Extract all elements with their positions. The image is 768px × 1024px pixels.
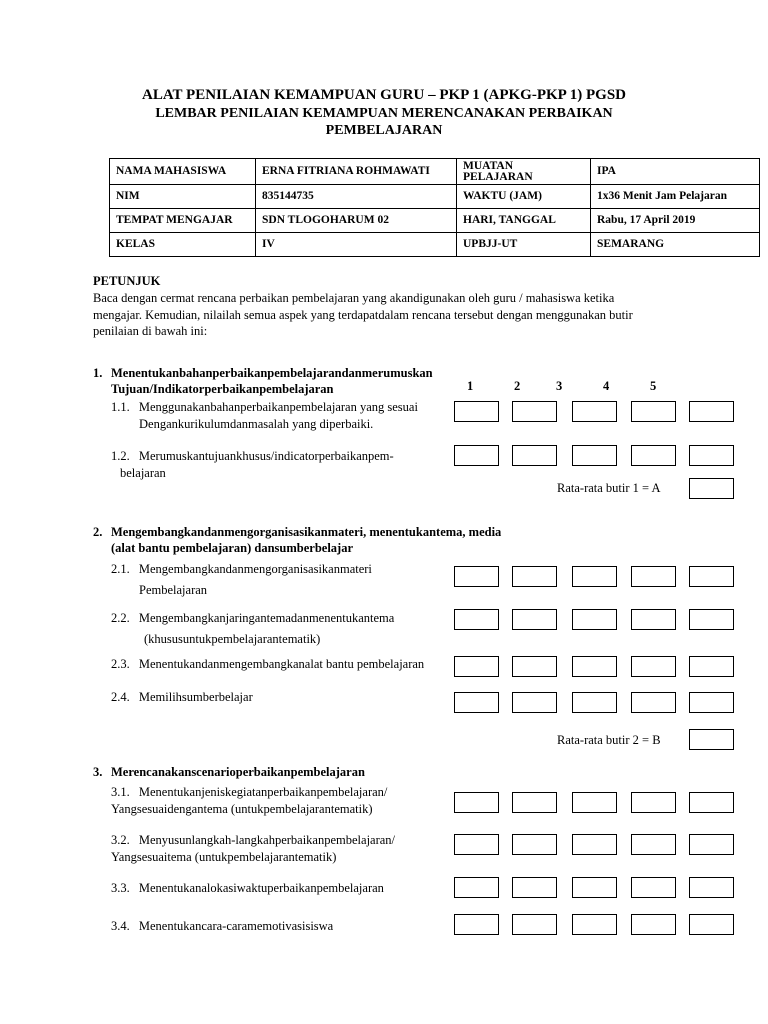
score-box-2[interactable] xyxy=(512,656,557,677)
muatan-label xyxy=(457,159,591,185)
score-box-2[interactable] xyxy=(512,566,557,587)
form-subtitle-line2: PEMBELAJARAN xyxy=(325,123,443,138)
score-box-1[interactable] xyxy=(454,566,499,587)
section2-title-line1: Mengembangkandanmengorganisasikanmateri, menentukantema, media xyxy=(111,525,502,539)
nim-value: 835144735 xyxy=(256,185,457,209)
item-1-2 xyxy=(111,448,394,482)
item-2-4 xyxy=(111,689,253,706)
score-box-5[interactable] xyxy=(689,792,734,813)
section3-title-line1: Merencanakanscenarioperbaikanpembelajaran xyxy=(111,765,365,779)
item-number: 3.2. xyxy=(111,833,130,847)
scale-label-2: 2 xyxy=(514,379,521,393)
item-2-2 xyxy=(111,608,394,650)
score-box-3[interactable] xyxy=(572,609,617,630)
item-3-3 xyxy=(111,880,384,897)
scale-label-1: 1 xyxy=(467,379,474,393)
score-box-4[interactable] xyxy=(631,656,676,677)
item-text: Menentukancara-caramemotivasisiswa xyxy=(138,919,334,933)
rata-rata-b-label: Rata-rata butir 2 = B xyxy=(557,733,661,747)
waktu-label: WAKTU (JAM) xyxy=(457,185,591,209)
section3-heading xyxy=(93,764,493,780)
score-box-1[interactable] xyxy=(454,914,499,935)
nim-label: NIM xyxy=(110,185,256,209)
tempat-value: SDN TLOGOHARUM 02 xyxy=(256,209,457,233)
petunjuk-line2: mengajar. Kemudian, nilailah semua aspek yang terdapatdalam rencana tersebut dengan menggunakan butir xyxy=(93,307,633,322)
item-3-2 xyxy=(111,832,395,866)
score-box-2[interactable] xyxy=(512,401,557,422)
score-box-5[interactable] xyxy=(689,401,734,422)
form-title: ALAT PENILAIAN KEMAMPUAN GURU – PKP 1 (APKG-PKP 1) PGSD xyxy=(141,87,626,103)
score-box-3[interactable] xyxy=(572,445,617,466)
score-box-5[interactable] xyxy=(689,834,734,855)
score-box-5[interactable] xyxy=(689,566,734,587)
section1-title-line2: Tujuan/Indikatorperbaikanpembelajaran xyxy=(111,382,334,396)
item-number: 1.1. xyxy=(111,400,130,414)
rata-rata-a-box[interactable] xyxy=(689,478,734,499)
score-box-2[interactable] xyxy=(512,914,557,935)
petunjuk-text xyxy=(93,290,673,340)
score-box-5[interactable] xyxy=(689,656,734,677)
score-box-4[interactable] xyxy=(631,401,676,422)
score-box-2[interactable] xyxy=(512,609,557,630)
item-number: 3.3. xyxy=(111,881,130,895)
petunjuk-line1: Baca dengan cermat rencana perbaikan pembelajaran yang akandigunakan oleh guru / mahasiswa ketika xyxy=(93,291,615,305)
item-2-3 xyxy=(111,656,424,673)
score-box-1[interactable] xyxy=(454,834,499,855)
waktu-value: 1x36 Menit Jam Pelajaran xyxy=(591,185,760,209)
score-box-4[interactable] xyxy=(631,445,676,466)
score-box-2[interactable] xyxy=(512,792,557,813)
form-subtitle: LEMBAR PENILAIAN KEMAMPUAN MERENCANAKAN PERBAIKAN xyxy=(155,106,613,121)
item-number: 2.4. xyxy=(111,690,130,704)
rata-rata-a-label: Rata-rata butir 1 = A xyxy=(557,481,661,495)
score-box-4[interactable] xyxy=(631,914,676,935)
petunjuk-heading: PETUNJUK xyxy=(93,274,161,288)
item-text-line2: Yangsesuaitema (untukpembelajarantematik) xyxy=(111,850,337,864)
score-box-3[interactable] xyxy=(572,877,617,898)
item-text: Mengembangkandanmengorganisasikanmateri xyxy=(138,562,372,576)
score-box-3[interactable] xyxy=(572,401,617,422)
score-box-3[interactable] xyxy=(572,914,617,935)
section2-number: 2. xyxy=(93,525,103,539)
item-text: Merumuskantujuankhusus/indicatorperbaikanpem- xyxy=(138,449,394,463)
item-text: Menentukandanmengembangkanalat bantu pembelajaran xyxy=(138,657,425,671)
upbjj-value: SEMARANG xyxy=(591,233,760,257)
item-number: 3.4. xyxy=(111,919,130,933)
score-box-4[interactable] xyxy=(631,877,676,898)
score-box-1[interactable] xyxy=(454,445,499,466)
score-box-1[interactable] xyxy=(454,609,499,630)
muatan-value: IPA xyxy=(591,159,760,185)
muatan-label-line1: MUATAN xyxy=(463,159,514,172)
item-2-1 xyxy=(111,559,372,601)
score-box-4[interactable] xyxy=(631,792,676,813)
rata-rata-b-box[interactable] xyxy=(689,729,734,750)
score-box-2[interactable] xyxy=(512,834,557,855)
score-box-2[interactable] xyxy=(512,877,557,898)
score-box-2[interactable] xyxy=(512,692,557,713)
item-number: 3.1. xyxy=(111,785,130,799)
score-box-4[interactable] xyxy=(631,834,676,855)
upbjj-label: UPBJJ-UT xyxy=(457,233,591,257)
score-box-3[interactable] xyxy=(572,792,617,813)
item-number: 2.3. xyxy=(111,657,130,671)
scale-label-5: 5 xyxy=(650,379,657,393)
score-box-1[interactable] xyxy=(454,792,499,813)
section2-heading xyxy=(93,524,553,556)
score-box-3[interactable] xyxy=(572,692,617,713)
score-box-5[interactable] xyxy=(689,445,734,466)
item-text-line2: (khususuntukpembelajarantematik) xyxy=(144,632,321,646)
scale-label-3: 3 xyxy=(556,379,563,393)
item-text: Menggunakanbahanperbaikanpembelajaran yang sesuai xyxy=(138,400,418,414)
item-3-4 xyxy=(111,918,333,935)
item-number: 2.1. xyxy=(111,562,130,576)
score-box-4[interactable] xyxy=(631,609,676,630)
item-number: 1.2. xyxy=(111,449,130,463)
section1-title-line1: Menentukanbahanperbaikanpembelajarandanmerumuskan xyxy=(111,366,433,380)
item-number: 2.2. xyxy=(111,611,130,625)
kelas-label: KELAS xyxy=(110,233,256,257)
section3-number: 3. xyxy=(93,765,103,779)
scale-label-4: 4 xyxy=(603,379,610,393)
item-text: Memilihsumberbelajar xyxy=(138,690,253,704)
score-box-1[interactable] xyxy=(454,401,499,422)
item-text: Mengembangkanjaringantemadanmenentukantema xyxy=(138,611,395,625)
item-3-1 xyxy=(111,784,387,818)
table-row xyxy=(110,209,760,233)
kelas-value: IV xyxy=(256,233,457,257)
score-box-5[interactable] xyxy=(689,609,734,630)
section1-heading xyxy=(93,365,493,397)
muatan-label-line2: PELAJARAN xyxy=(463,170,533,183)
section2-title-line2: (alat bantu pembelajaran) dansumberbelajar xyxy=(111,541,354,555)
score-box-3[interactable] xyxy=(572,834,617,855)
petunjuk-line3: penilaian di bawah ini: xyxy=(93,324,208,338)
item-text-line2: Yangsesuaidengantema (untukpembelajarantematik) xyxy=(111,802,373,816)
item-1-1 xyxy=(111,399,418,433)
hari-label: HARI, TANGGAL xyxy=(457,209,591,233)
score-box-5[interactable] xyxy=(689,877,734,898)
table-row xyxy=(110,233,760,257)
score-box-1[interactable] xyxy=(454,692,499,713)
hari-value: Rabu, 17 April 2019 xyxy=(591,209,760,233)
score-box-2[interactable] xyxy=(512,445,557,466)
item-text-line2: Pembelajaran xyxy=(139,583,208,597)
nama-label: NAMA MAHASISWA xyxy=(110,159,256,185)
score-box-1[interactable] xyxy=(454,877,499,898)
item-text-line2: belajaran xyxy=(120,466,166,480)
identity-table xyxy=(109,158,760,257)
tempat-label: TEMPAT MENGAJAR xyxy=(110,209,256,233)
item-text-line2: Dengankurikulumdanmasalah yang diperbaiki. xyxy=(139,417,374,431)
score-box-5[interactable] xyxy=(689,914,734,935)
table-row xyxy=(110,159,760,185)
score-box-4[interactable] xyxy=(631,566,676,587)
item-text: Menyusunlangkah-langkahperbaikanpembelajaran/ xyxy=(138,833,396,847)
item-text: Menentukanalokasiwaktuperbaikanpembelajaran xyxy=(138,881,384,895)
item-text: Menentukanjeniskegiatanperbaikanpembelajaran/ xyxy=(138,785,388,799)
table-row xyxy=(110,185,760,209)
score-box-1[interactable] xyxy=(454,656,499,677)
score-box-3[interactable] xyxy=(572,566,617,587)
nama-value: ERNA FITRIANA ROHMAWATI xyxy=(256,159,457,185)
score-box-3[interactable] xyxy=(572,656,617,677)
section1-number: 1. xyxy=(93,366,103,380)
score-box-4[interactable] xyxy=(631,692,676,713)
score-box-5[interactable] xyxy=(689,692,734,713)
